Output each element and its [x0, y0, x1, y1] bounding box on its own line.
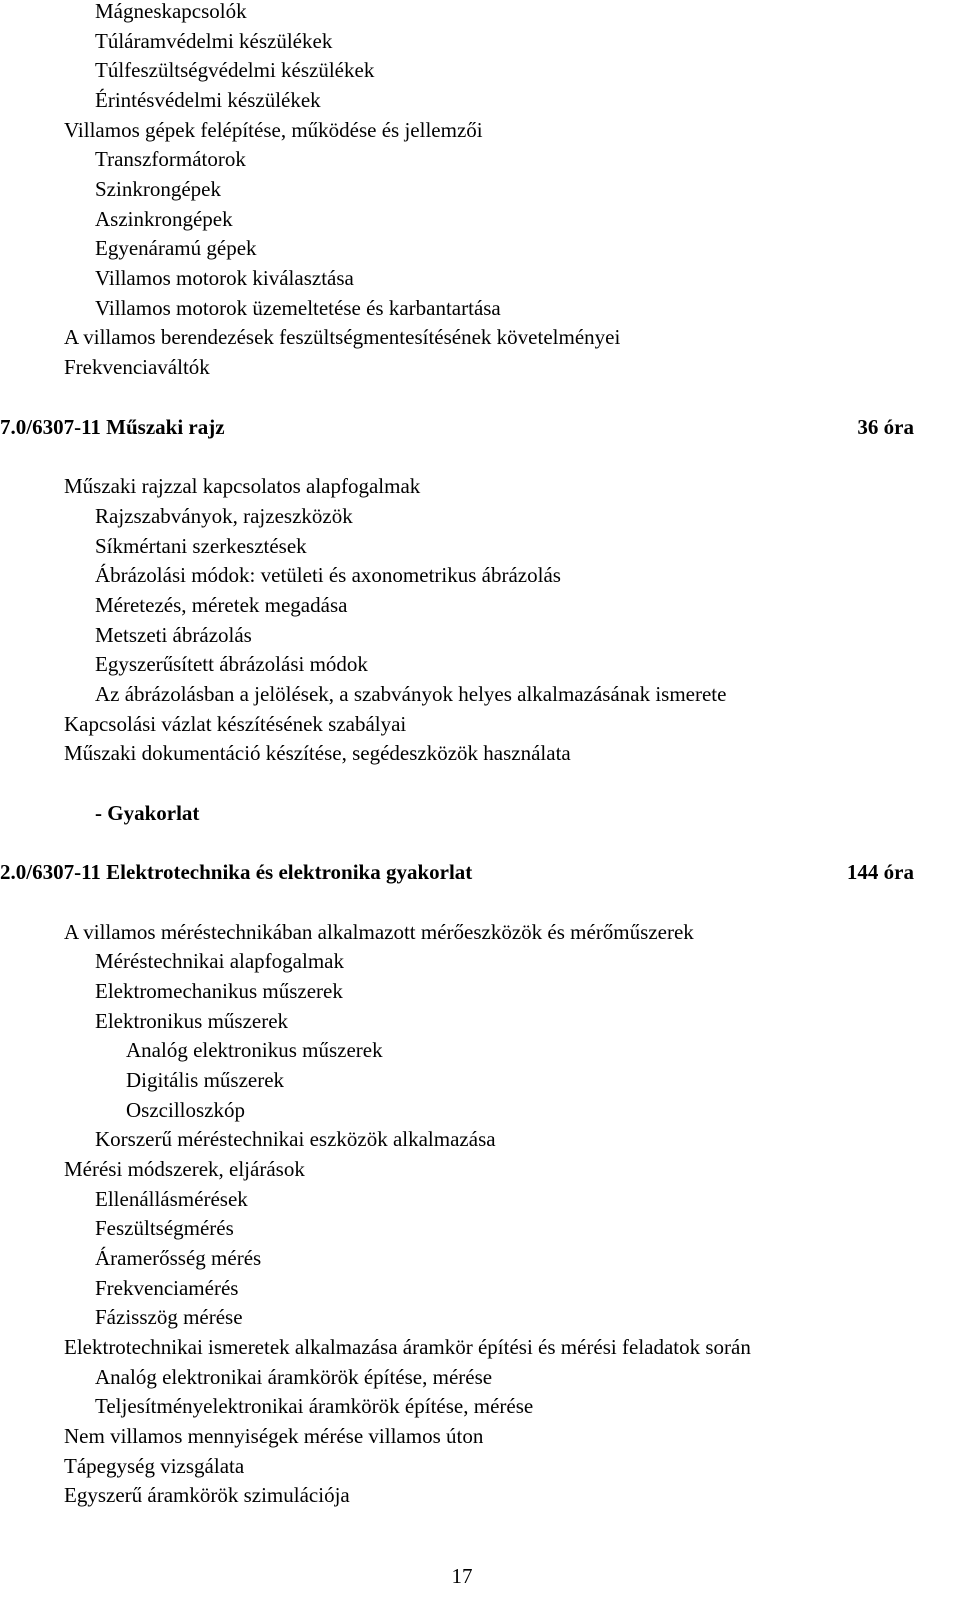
list-item: Szinkrongépek: [95, 177, 221, 201]
list-item: Ábrázolási módok: vetületi és axonometrikus ábrázolás: [95, 563, 561, 587]
list-item: Egyszerűsített ábrázolási módok: [95, 652, 368, 676]
list-item: Elektrotechnikai ismeretek alkalmazása áramkör építési és mérési feladatok során: [64, 1335, 751, 1359]
section-heading-muszaki-rajz: [0, 412, 914, 442]
list-item: Ellenállásmérések: [95, 1187, 248, 1211]
gyakorlat-label: - Gyakorlat: [95, 801, 200, 825]
section-title: 7.0/6307-11 Műszaki rajz: [0, 415, 225, 439]
list-item: Méretezés, méretek megadása: [95, 593, 348, 617]
list-item: Feszültségmérés: [95, 1216, 234, 1240]
list-item: Villamos motorok kiválasztása: [95, 266, 354, 290]
list-item: Aszinkrongépek: [95, 207, 233, 231]
list-item: Egyszerű áramkörök szimulációja: [64, 1483, 350, 1507]
section-hours: 36 óra: [857, 415, 914, 439]
list-item: Áramerősség mérés: [95, 1246, 262, 1270]
list-item: Túlfeszültségvédelmi készülékek: [95, 58, 375, 82]
list-item: A villamos méréstechnikában alkalmazott mérőeszközök és mérőműszerek: [64, 920, 694, 944]
list-item: Síkmértani szerkesztések: [95, 534, 307, 558]
list-item: Műszaki dokumentáció készítése, segédeszközök használata: [64, 741, 571, 765]
list-item: Transzformátorok: [95, 147, 246, 171]
list-item: Mérési módszerek, eljárások: [64, 1157, 305, 1181]
list-item: Tápegység vizsgálata: [64, 1454, 245, 1478]
list-item: Nem villamos mennyiségek mérése villamos úton: [64, 1424, 484, 1448]
list-item: Kapcsolási vázlat készítésének szabályai: [64, 712, 407, 736]
list-item: Elektronikus műszerek: [95, 1009, 289, 1033]
page-number: 17: [451, 1564, 473, 1588]
list-item: Digitális műszerek: [126, 1068, 285, 1092]
section-heading-elektrotechnika: [0, 857, 914, 887]
list-item: Teljesítményelektronikai áramkörök építése, mérése: [95, 1394, 534, 1418]
list-item: Egyenáramú gépek: [95, 236, 257, 260]
list-item: Villamos motorok üzemeltetése és karbantartása: [95, 296, 501, 320]
list-item: Érintésvédelmi készülékek: [95, 88, 321, 112]
list-item: Villamos gépek felépítése, működése és jellemzői: [64, 118, 483, 142]
section-hours: 144 óra: [846, 860, 914, 884]
list-item: Túláramvédelmi készülékek: [95, 29, 333, 53]
list-item: Rajzszabványok, rajzeszközök: [95, 504, 353, 528]
list-item: Analóg elektronikus műszerek: [126, 1038, 383, 1062]
section-title: 2.0/6307-11 Elektrotechnika és elektronika gyakorlat: [0, 860, 473, 884]
list-item: Oszcilloszkóp: [126, 1098, 245, 1122]
list-item: Frekvenciamérés: [95, 1276, 239, 1300]
list-item: Fázisszög mérése: [95, 1305, 243, 1329]
list-item: Frekvenciaváltók: [64, 355, 210, 379]
list-item: Metszeti ábrázolás: [95, 623, 252, 647]
list-item: A villamos berendezések feszültségmentesítésének követelményei: [64, 325, 621, 349]
list-item: Korszerű méréstechnikai eszközök alkalmazása: [95, 1127, 496, 1151]
list-item: Az ábrázolásban a jelölések, a szabványok helyes alkalmazásának ismerete: [95, 682, 727, 706]
list-item: Mágneskapcsolók: [95, 0, 247, 23]
list-item: Méréstechnikai alapfogalmak: [95, 949, 344, 973]
list-item: Analóg elektronikai áramkörök építése, mérése: [95, 1365, 493, 1389]
list-item: Műszaki rajzzal kapcsolatos alapfogalmak: [64, 474, 421, 498]
list-item: Elektromechanikus műszerek: [95, 979, 343, 1003]
